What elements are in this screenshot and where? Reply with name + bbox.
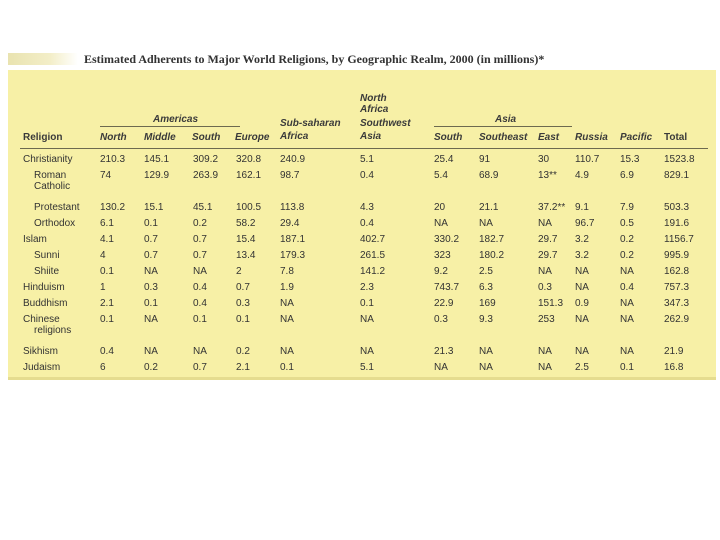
table-cell: 0.7 — [193, 362, 207, 373]
table-cell: 22.9 — [434, 298, 454, 309]
table-cell: NA — [575, 314, 589, 325]
row-label: Roman — [34, 170, 67, 181]
table-cell: 58.2 — [236, 218, 256, 229]
table-cell: NA — [575, 266, 589, 277]
table-cell: 0.3 — [236, 298, 250, 309]
table-cell: 1156.7 — [664, 234, 694, 245]
table-cell: 9.1 — [575, 202, 589, 213]
table-cell: 3.2 — [575, 250, 589, 261]
table-row — [8, 170, 716, 192]
table-cell: 15.4 — [236, 234, 256, 245]
col-header-russia: Russia — [575, 132, 608, 143]
table-cell: NA — [575, 346, 589, 357]
table-row — [8, 266, 716, 282]
table-cell: 6.9 — [620, 170, 634, 181]
col-header-north: North — [100, 132, 127, 143]
table-cell: 0.1 — [360, 298, 374, 309]
col-header-east: East — [538, 132, 560, 143]
table-cell: 182.7 — [479, 234, 505, 245]
table-cell: 74 — [100, 170, 112, 181]
table-cell: 503.3 — [664, 202, 690, 213]
table-cell: 141.2 — [360, 266, 386, 277]
table-cell: 2 — [236, 266, 242, 277]
table-cell: 757.3 — [664, 282, 690, 293]
table-cell: 20 — [434, 202, 446, 213]
header-nafrica-line2: Africa — [360, 104, 389, 115]
header-subsaharan-line1: Sub-saharan — [280, 118, 341, 129]
table-cell: NA — [620, 266, 634, 277]
header-nafrica-line3: Southwest — [360, 118, 411, 129]
table-cell: NA — [144, 266, 158, 277]
table-cell: 16.8 — [664, 362, 684, 373]
table-cell: 240.9 — [280, 154, 306, 165]
table-cell: 30 — [538, 154, 550, 165]
table-cell: 5.1 — [360, 362, 374, 373]
table-cell: 29.7 — [538, 250, 558, 261]
table-cell: 2.1 — [100, 298, 114, 309]
table-cell: 21.9 — [664, 346, 684, 357]
religion-table-panel — [8, 70, 716, 380]
row-label: Buddhism — [23, 298, 68, 309]
table-cell: 4 — [100, 250, 106, 261]
row-label-continued: religions — [34, 325, 72, 336]
row-label: Hinduism — [23, 282, 65, 293]
table-cell: 2.1 — [236, 362, 250, 373]
table-cell: 0.1 — [100, 266, 114, 277]
table-cell: NA — [144, 314, 158, 325]
table-cell: 29.7 — [538, 234, 558, 245]
table-cell: 0.1 — [280, 362, 294, 373]
table-cell: NA — [620, 314, 634, 325]
table-cell: 262.9 — [664, 314, 690, 325]
table-cell: 45.1 — [193, 202, 213, 213]
table-cell: 13.4 — [236, 250, 256, 261]
col-header-southeast: Southeast — [479, 132, 528, 143]
table-row — [8, 234, 716, 250]
table-cell: 0.2 — [620, 234, 634, 245]
table-cell: 261.5 — [360, 250, 386, 261]
row-label: Shiite — [34, 266, 60, 277]
table-cell: NA — [538, 218, 552, 229]
table-cell: 130.2 — [100, 202, 126, 213]
table-cell: 191.6 — [664, 218, 690, 229]
row-label: Sunni — [34, 250, 60, 261]
table-cell: 0.4 — [193, 298, 207, 309]
table-cell: 9.3 — [479, 314, 493, 325]
row-label: Orthodox — [34, 218, 76, 229]
table-cell: NA — [280, 314, 294, 325]
col-header-south: South — [192, 132, 221, 143]
table-cell: 323 — [434, 250, 451, 261]
table-cell: 0.4 — [193, 282, 207, 293]
table-row — [8, 218, 716, 234]
table-row — [8, 314, 716, 336]
row-label: Sikhism — [23, 346, 59, 357]
table-cell: 347.3 — [664, 298, 690, 309]
table-cell: 0.7 — [236, 282, 250, 293]
row-label-continued: Catholic — [34, 181, 71, 192]
row-label: Protestant — [34, 202, 80, 213]
table-cell: 6 — [100, 362, 106, 373]
table-cell: 0.3 — [538, 282, 552, 293]
table-cell: 162.8 — [664, 266, 690, 277]
table-cell: NA — [193, 346, 207, 357]
table-cell: 0.7 — [193, 234, 207, 245]
table-cell: 320.8 — [236, 154, 262, 165]
header-nafrica-line1: North — [360, 93, 387, 104]
table-cell: 0.5 — [620, 218, 634, 229]
table-cell: 187.1 — [280, 234, 306, 245]
table-cell: 6.3 — [479, 282, 493, 293]
table-cell: NA — [360, 346, 374, 357]
asia-rule — [434, 126, 572, 127]
table-cell: 15.3 — [620, 154, 640, 165]
table-cell: 0.2 — [620, 250, 634, 261]
table-cell: NA — [144, 346, 158, 357]
col-header-asia-south: South — [434, 132, 463, 143]
table-cell: 0.4 — [360, 218, 374, 229]
table-cell: 0.2 — [236, 346, 250, 357]
row-label: Judaism — [23, 362, 61, 373]
table-cell: 1523.8 — [664, 154, 695, 165]
table-cell: 1.9 — [280, 282, 294, 293]
table-cell: 0.4 — [100, 346, 114, 357]
table-cell: NA — [620, 298, 634, 309]
header-asia: Asia — [495, 114, 517, 125]
table-cell: 263.9 — [193, 170, 219, 181]
table-cell: 162.1 — [236, 170, 262, 181]
table-cell: NA — [620, 346, 634, 357]
table-cell: 5.1 — [360, 154, 374, 165]
table-cell: 253 — [538, 314, 555, 325]
table-cell: 21.1 — [479, 202, 499, 213]
table-cell: 4.3 — [360, 202, 374, 213]
table-cell: 829.1 — [664, 170, 690, 181]
table-cell: 6.1 — [100, 218, 114, 229]
table-cell: NA — [538, 362, 552, 373]
table-cell: NA — [479, 218, 493, 229]
table-cell: NA — [479, 362, 493, 373]
table-cell: 0.1 — [100, 314, 114, 325]
table-cell: 179.3 — [280, 250, 306, 261]
table-cell: 15.1 — [144, 202, 164, 213]
table-cell: 110.7 — [575, 154, 600, 165]
row-label: Christianity — [23, 154, 73, 165]
table-cell: 0.7 — [193, 250, 207, 261]
table-cell: 129.9 — [144, 170, 170, 181]
header-nafrica-line4: Asia — [360, 131, 382, 142]
table-cell: 0.1 — [620, 362, 634, 373]
table-cell: 98.7 — [280, 170, 300, 181]
row-label: Chinese — [23, 314, 60, 325]
col-header-europe: Europe — [235, 132, 270, 143]
col-header-religion: Religion — [23, 132, 63, 143]
table-cell: 330.2 — [434, 234, 460, 245]
table-cell: 2.5 — [479, 266, 493, 277]
table-cell: 210.3 — [100, 154, 126, 165]
table-cell: 0.1 — [193, 314, 207, 325]
header-americas: Americas — [153, 114, 199, 125]
table-cell: 151.3 — [538, 298, 564, 309]
americas-rule — [100, 126, 240, 127]
table-cell: 145.1 — [144, 154, 170, 165]
title-decoration — [8, 53, 78, 65]
table-cell: NA — [538, 266, 552, 277]
table-cell: 4.1 — [100, 234, 114, 245]
table-cell: 68.9 — [479, 170, 499, 181]
table-title-bar — [8, 50, 716, 68]
table-cell: 0.4 — [360, 170, 374, 181]
header-bottom-rule — [20, 148, 708, 149]
table-cell: 113.8 — [280, 202, 305, 213]
table-cell: 0.1 — [144, 218, 158, 229]
table-row — [8, 346, 716, 362]
table-cell: NA — [434, 362, 448, 373]
table-cell: 25.4 — [434, 154, 454, 165]
table-cell: 995.9 — [664, 250, 690, 261]
table-cell: 0.4 — [620, 282, 634, 293]
table-cell: 21.3 — [434, 346, 454, 357]
table-cell: 0.2 — [144, 362, 158, 373]
table-cell: NA — [280, 298, 294, 309]
table-cell: 91 — [479, 154, 491, 165]
table-cell: 2.3 — [360, 282, 374, 293]
table-cell: 0.3 — [434, 314, 448, 325]
table-cell: 29.4 — [280, 218, 300, 229]
table-cell: 100.5 — [236, 202, 262, 213]
table-cell: 1 — [100, 282, 106, 293]
table-title: Estimated Adherents to Major World Religions, by Geographic Realm, 2000 (in millions)* — [84, 51, 545, 66]
table-cell: NA — [193, 266, 207, 277]
table-row — [8, 298, 716, 314]
table-cell: 7.8 — [280, 266, 294, 277]
table-cell: 180.2 — [479, 250, 505, 261]
table-cell: 743.7 — [434, 282, 460, 293]
table-cell: 0.3 — [144, 282, 158, 293]
table-cell: 309.2 — [193, 154, 219, 165]
table-cell: 9.2 — [434, 266, 448, 277]
table-cell: NA — [575, 282, 589, 293]
table-row — [8, 250, 716, 266]
table-cell: 2.5 — [575, 362, 589, 373]
table-cell: 0.2 — [193, 218, 207, 229]
table-cell: 0.1 — [144, 298, 158, 309]
table-row — [8, 154, 716, 170]
table-cell: 0.1 — [236, 314, 250, 325]
table-row — [8, 362, 716, 378]
table-cell: 0.9 — [575, 298, 589, 309]
table-cell: NA — [280, 346, 294, 357]
header-subsaharan-line2: Africa — [280, 131, 309, 142]
table-cell: 0.7 — [144, 234, 158, 245]
row-label: Islam — [23, 234, 47, 245]
table-cell: 37.2** — [538, 202, 566, 213]
col-header-pacific: Pacific — [620, 132, 653, 143]
table-row — [8, 282, 716, 298]
table-cell: 4.9 — [575, 170, 589, 181]
table-cell: 0.7 — [144, 250, 158, 261]
table-cell: NA — [434, 218, 448, 229]
table-cell: 13** — [538, 170, 557, 181]
table-cell: NA — [538, 346, 552, 357]
col-header-middle: Middle — [144, 132, 176, 143]
table-cell: 7.9 — [620, 202, 634, 213]
table-cell: 169 — [479, 298, 496, 309]
table-cell: NA — [479, 346, 493, 357]
table-cell: 96.7 — [575, 218, 595, 229]
table-row — [8, 202, 716, 218]
table-cell: NA — [360, 314, 374, 325]
table-cell: 3.2 — [575, 234, 589, 245]
table-cell: 5.4 — [434, 170, 448, 181]
col-header-total: Total — [664, 132, 688, 143]
table-cell: 402.7 — [360, 234, 386, 245]
